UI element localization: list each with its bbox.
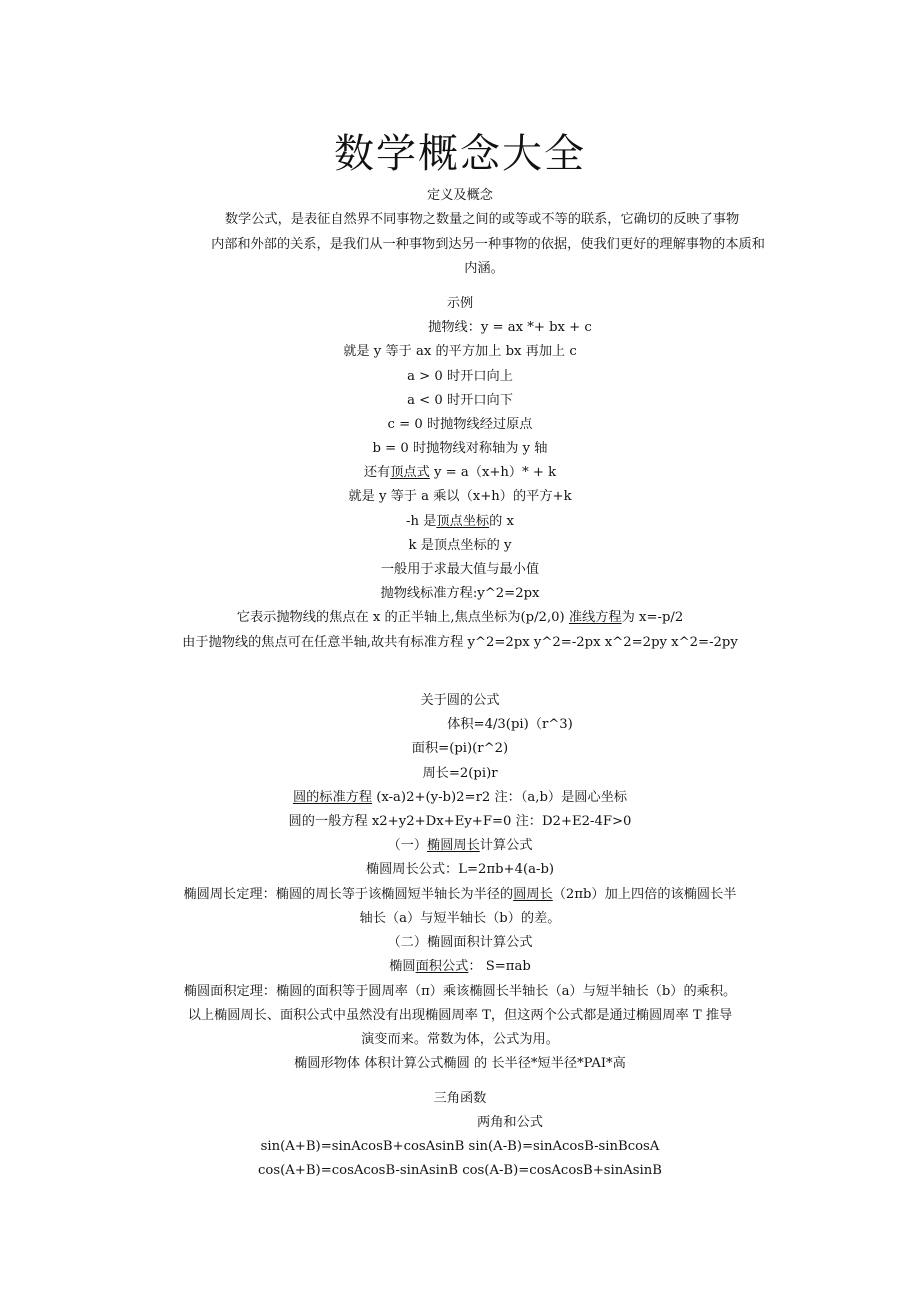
text-span: 它表示抛物线的焦点在 x 的正半轴上,焦点坐标为(p/2,0) — [236, 610, 569, 625]
trig-line: 两角和公式 — [477, 1115, 543, 1130]
circle-perimeter-link[interactable]: 圆周长 — [513, 887, 553, 902]
example-line: k 是顶点坐标的 y — [408, 538, 512, 553]
text-span: 为 x=-p/2 — [621, 610, 684, 625]
vertex-form-link[interactable]: 顶点式 — [390, 465, 430, 480]
circle-line — [0, 837, 920, 855]
circle-line: 面积=(pi)(r^2) — [411, 741, 509, 756]
example-line: 一般用于求最大值与最小值 — [380, 562, 540, 577]
circle-line — [0, 789, 920, 807]
circle-line: （二）椭圆面积计算公式 — [387, 935, 533, 950]
circle-standard-equation-link[interactable]: 圆的标准方程 — [292, 790, 373, 805]
text-span: （一） — [387, 838, 428, 853]
vertex-coordinate-link[interactable]: 顶点坐标 — [436, 514, 490, 529]
trig-heading: 三角函数 — [433, 1091, 487, 1106]
trig-line: cos(A+B)=cosAcosB-sinAsinB cos(A-B)=cosAcosB+sinAsinB — [258, 1163, 662, 1178]
trig-line: sin(A+B)=sinAcosB+cosAsinB sin(A-B)=sinAcosB-sinBcosA — [260, 1139, 660, 1154]
definition-paragraph-line-1: 数学公式，是表征自然界不同事物之数量之间的或等或不等的联系，它确切的反映了事物 — [224, 212, 740, 227]
example-line: a > 0 时开口向上 — [407, 369, 513, 384]
text-span: 椭圆 — [389, 959, 416, 974]
example-line: b = 0 时抛物线对称轴为 y 轴 — [372, 441, 548, 456]
definition-paragraph-line-2: 内部和外部的关系，是我们从一种事物到达另一种事物的依据，使我们更好的理解事物的本质和 — [211, 237, 765, 252]
text-span: ： S=πab — [468, 959, 531, 974]
definition-paragraph-line-3: 内涵。 — [464, 261, 504, 276]
text-span: (x-a)2+(y-b)2=r2 注：（a,b）是圆心坐标 — [372, 790, 628, 805]
example-heading: 示例 — [446, 296, 474, 311]
example-line: 抛物线：y = ax *+ bx + c — [428, 320, 592, 335]
ellipse-perimeter-link[interactable]: 椭圆周长 — [427, 838, 480, 853]
example-line — [0, 464, 920, 482]
circle-line: 椭圆形物体 体积计算公式椭圆 的 长半径*短半径*PAI*高 — [294, 1056, 626, 1071]
example-line — [0, 609, 920, 627]
circle-line: 椭圆面积定理：椭圆的面积等于圆周率（π）乘该椭圆长半轴长（a）与短半轴长（b）的乘积。 — [183, 984, 737, 999]
circle-line: 体积=4/3(pi)（r^3) — [447, 717, 573, 732]
example-line: 由于抛物线的焦点可在任意半轴,故共有标准方程 y^2=2px y^2=-2px x^2=2py x^2=-2py — [182, 635, 738, 650]
text-span: 还有 — [363, 465, 391, 480]
text-span: 计算公式 — [479, 838, 533, 853]
text-span: 的 x — [489, 514, 514, 529]
example-line: 就是 y 等于 ax 的平方加上 bx 再加上 c — [343, 344, 577, 359]
definition-heading: 定义及概念 — [427, 188, 493, 203]
circle-line: 圆的一般方程 x2+y2+Dx+Ey+F=0 注：D2+E2-4F>0 — [288, 814, 632, 829]
text-span: y = a（x+h）* + k — [429, 465, 557, 480]
circle-line: 椭圆周长公式：L=2πb+4(a-b) — [365, 862, 555, 877]
example-line — [0, 513, 920, 531]
page-title: 数学概念大全 — [334, 131, 586, 177]
example-line: c = 0 时抛物线经过原点 — [387, 417, 533, 432]
text-span: 椭圆周长定理：椭圆的周长等于该椭圆短半轴长为半径的 — [183, 887, 514, 902]
example-line: 就是 y 等于 a 乘以（x+h）的平方+k — [348, 489, 572, 504]
circle-line: 以上椭圆周长、面积公式中虽然没有出现椭圆周率 T，但这两个公式都是通过椭圆周率 T 推导 — [187, 1008, 733, 1023]
text-span: （2πb）加上四倍的该椭圆长半 — [552, 887, 737, 902]
circle-line — [0, 958, 920, 976]
circle-line — [0, 886, 920, 904]
text-span: -h 是 — [406, 514, 437, 529]
example-line: a < 0 时开口向下 — [407, 393, 513, 408]
example-line: 抛物线标准方程:y^2=2px — [380, 586, 540, 601]
circle-line: 轴长（a）与短半轴长（b）的差。 — [359, 911, 561, 926]
directrix-equation-link[interactable]: 准线方程 — [568, 610, 622, 625]
circle-line: 演变而来。常数为体，公式为用。 — [361, 1032, 559, 1047]
circle-heading: 关于圆的公式 — [420, 693, 500, 708]
area-formula-link[interactable]: 面积公式 — [415, 959, 469, 974]
circle-line: 周长=2(pi)r — [422, 766, 498, 781]
